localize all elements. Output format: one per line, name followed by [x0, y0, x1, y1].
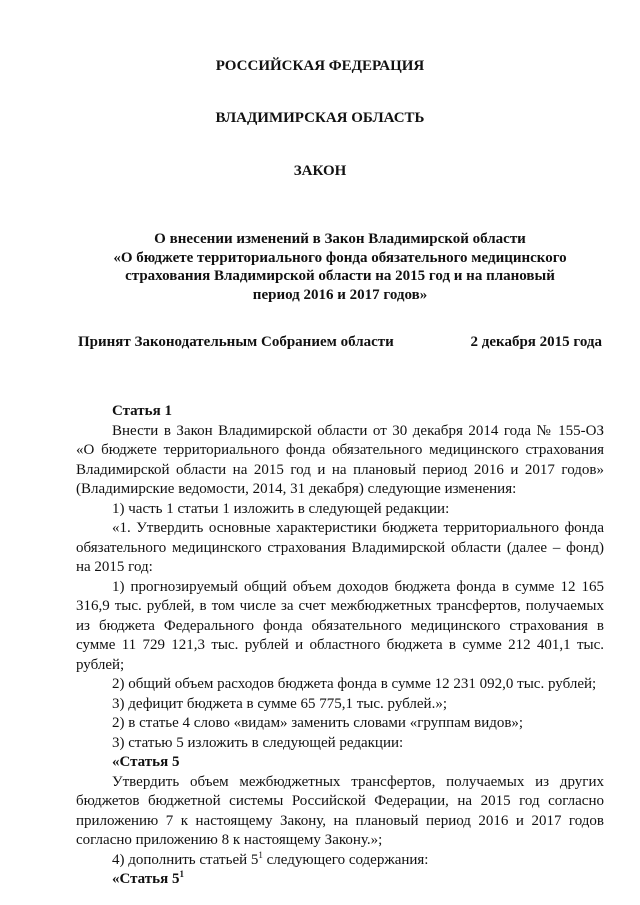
amendment-item: 2) в статье 4 слово «видам» заменить словами «группам видов»; — [112, 715, 524, 731]
law-title-line: О внесении изменений в Закон Владимирской области — [154, 231, 526, 247]
sub-item: 1) прогнозируемый общий объем доходов бюджета фонда в сумме 12 165 316,9 тыс. рублей, в том числе за счет межбюджетных трансфертов, получаемых из бюджета Федерального фонда обязательного медицинского страхования в сумме 11 729 121,3 тыс. рублей и областного бюджета в сумме 212 401,1 тыс. рублей; — [76, 578, 604, 673]
article-intro: Внести в Закон Владимирской области от 30 декабря 2014 года № 155-ОЗ «О бюджете территориального фонда обязательного медицинского страхования Владимирской области на 2015 год и на плановый период 2016 и 2017 годов» (Владимирские ведомости, 2014, 31 декабря) следующие изменения: — [76, 422, 604, 497]
item4-text-end: следующего содержания: — [262, 851, 429, 868]
law-title-line: период 2016 и 2017 годов» — [252, 286, 428, 303]
quoted-paragraph: «1. Утвердить основные характеристики бюджета территориального фонда обязательного медицинского страхования Владимирской области (далее – фонд) на 2015 год: — [76, 520, 604, 575]
article-5-heading: «Статья 5 — [112, 754, 180, 770]
sub-item: 2) общий объем расходов бюджета фонда в сумме 12 231 092,0 тыс. рублей; — [112, 676, 597, 692]
article-5-1-superscript: 1 — [179, 869, 184, 879]
adoption-line — [78, 334, 602, 351]
sub-item: 3) дефицит бюджета в сумме 65 775,1 тыс. рублей.»; — [112, 695, 447, 712]
doc-type-heading: ЗАКОН — [293, 163, 347, 179]
article-heading: Статья 1 — [112, 403, 172, 419]
law-title — [70, 230, 610, 304]
article-5-1-heading — [76, 870, 604, 890]
region-heading: ВЛАДИМИРСКАЯ ОБЛАСТЬ — [215, 110, 425, 126]
law-title-line: страхования Владимирской области на 2015 год и на плановый — [125, 268, 555, 284]
law-title-line: «О бюджете территориального фонда обязательного медицинского — [113, 249, 567, 266]
article-5-1-label: «Статья 5 — [112, 871, 180, 887]
adoption-label: Принят Законодательным Собранием области — [78, 334, 394, 350]
article-5-text: Утвердить объем межбюджетных трансфертов, получаемых из других бюджетов бюджетной системы Российской Федерации, на 2015 год согласно приложению 7 к настоящему Закону, на плановый период 2016 и 2017 годов согласно приложению 8 к настоящему Закону.»; — [76, 773, 604, 848]
item4-superscript: 1 — [258, 849, 263, 860]
item4-text: 4) дополнить статьей 5 — [112, 851, 259, 868]
amendment-item — [76, 851, 604, 871]
country-heading: РОССИЙСКАЯ ФЕДЕРАЦИЯ — [215, 58, 425, 74]
adoption-date: 2 декабря 2015 года — [470, 334, 602, 350]
amendment-item: 1) часть 1 статьи 1 изложить в следующей редакции: — [112, 500, 450, 517]
amendment-item: 3) статью 5 изложить в следующей редакции: — [112, 734, 404, 751]
article-body — [76, 402, 604, 890]
